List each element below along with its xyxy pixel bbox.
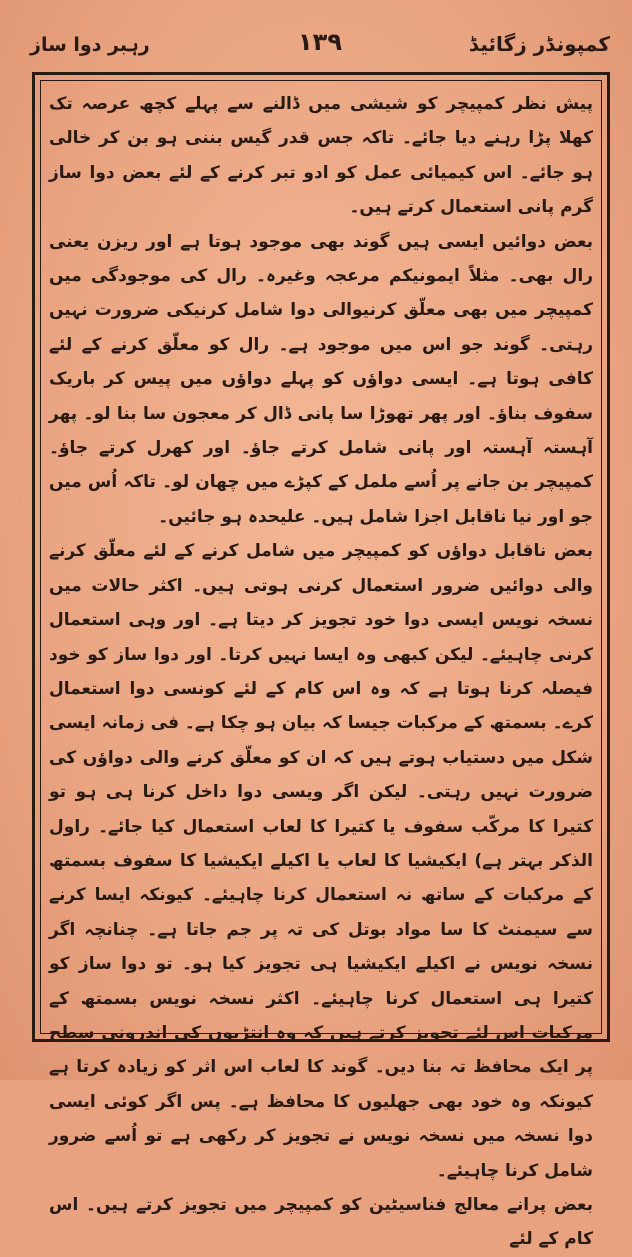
body-text: [49, 87, 593, 1250]
paragraph: پیش نظر کمپیچر کو شیشی میں ڈالنے سے پہلے کچھ عرصہ تک کھلا پڑا رہنے دیا جائے۔ تاکہ جس قدر گیس بننی ہو بن کر خالی ہو جائے۔ اس کیمیائی عمل کو ادو تبر کرنے کے لئے بعض دوا ساز گرم پانی استعمال کرتے ہیں۔: [49, 94, 593, 218]
paragraph: بعض پرانے معالج فناسیٹین کو کمپیچر میں تجویز کرتے ہیں۔ اس کام کے لئے: [49, 1195, 593, 1250]
text-frame: [32, 72, 610, 1250]
paragraph: بعض ناقابل دواؤں کو کمپیچر میں شامل کرنے کے لئے معلّق کرنے والی دوائیں ضرور استعمال کرنی ہوتی ہیں۔ اکثر حالات میں نسخہ نویس ایسی دوا خود تجویز کر دیتا ہے۔ اور وہی استعمال کرنی چاہیئے۔ لیکن کبھی وہ ایسا نہیں کرتا۔ اور دوا ساز کو خود فیصلہ کرنا ہوتا ہے کہ وہ اس کام کے لئے کونسی دوا استعمال کرے۔ بسمتھ کے مرکبات جیسا کہ بیان ہو چکا ہے۔ فی زمانہ ایسی شکل میں دستیاب ہوتے ہیں کہ ان کو معلّق کرنے والی دواؤں کی ضرورت نہیں رہتی۔ لیکن اگر ویسی دوا داخل کرنا ہی ہو تو کتیرا کا مرکّب سفوف یا کتیرا کا لعاب استعمال کیا جائے۔ راول الذکر بہتر ہے) ایکیشیا کا لعاب یا اکیلے ایکیشیا کا سفوف بسمتھ کے مرکبات کے ساتھ نہ استعمال کرنا چاہیئے۔ کیونکہ ایسا کرنے سے سیمنٹ کا سا مواد بوتل کی تہ پر جم جاتا ہے۔ چنانچہ اگر نسخہ نویس نے اکیلے ایکیشیا ہی تجویز کیا ہو۔ تو دوا ساز کو کتیرا ہی استعمال کرنا چاہیئے۔ اکثر نسخہ نویس بسمتھ کے مرکبات اس لئے تجویز کرتے ہیں کہ وہ انتڑیوں کی اندرونی سطح پر ایک محافظ تہ بنا دیں۔ گوند کا لعاب اس اثر کو زیادہ کرتا ہے کیونکہ وہ خود بھی جھلیوں کا محافظ ہے۔ پس اگر کوئی ایسی دوا نسخہ میں نسخہ نویس نے تجویز کر رکھی ہے تو اُسے ضرور شامل کرنا چاہیئے۔: [49, 541, 593, 1181]
page-header: [30, 28, 610, 68]
book-title: کمپونڈر زگائیڈ: [468, 32, 610, 56]
section-title: رہبر دوا ساز: [30, 34, 150, 56]
page-number: ۱۳۹: [298, 28, 342, 56]
paragraph: بعض دوائیں ایسی ہیں گوند بھی موجود ہوتا ہے اور ریزن یعنی رال بھی۔ مثلاً ایمونیکم مرعجہ وغیرہ۔ رال کی موجودگی میں کمپیچر میں بھی معلّق کرنیوالی دوا شامل کرنیکی ضرورت نہیں رہتی۔ گوند جو اس میں موجود ہے۔ رال کو معلّق کرنے کے لئے کافی ہوتا ہے۔ ایسی دواؤں کو پہلے دواؤں میں پیس کر باریک سفوف بناؤ۔ اور پھر تھوڑا سا پانی ڈال کر معجون سا بنا لو۔ پھر آہستہ آہستہ اور پانی شامل کرتے جاؤ۔ اور کھرل کرتے جاؤ۔ کمپیچر بن جانے پر اُسے ململ کے کپڑے میں چھان لو۔ تاکہ اُس میں جو اور نیا ناقابل اجزا شامل ہیں۔ علیحدہ ہو جائیں۔: [49, 231, 593, 527]
